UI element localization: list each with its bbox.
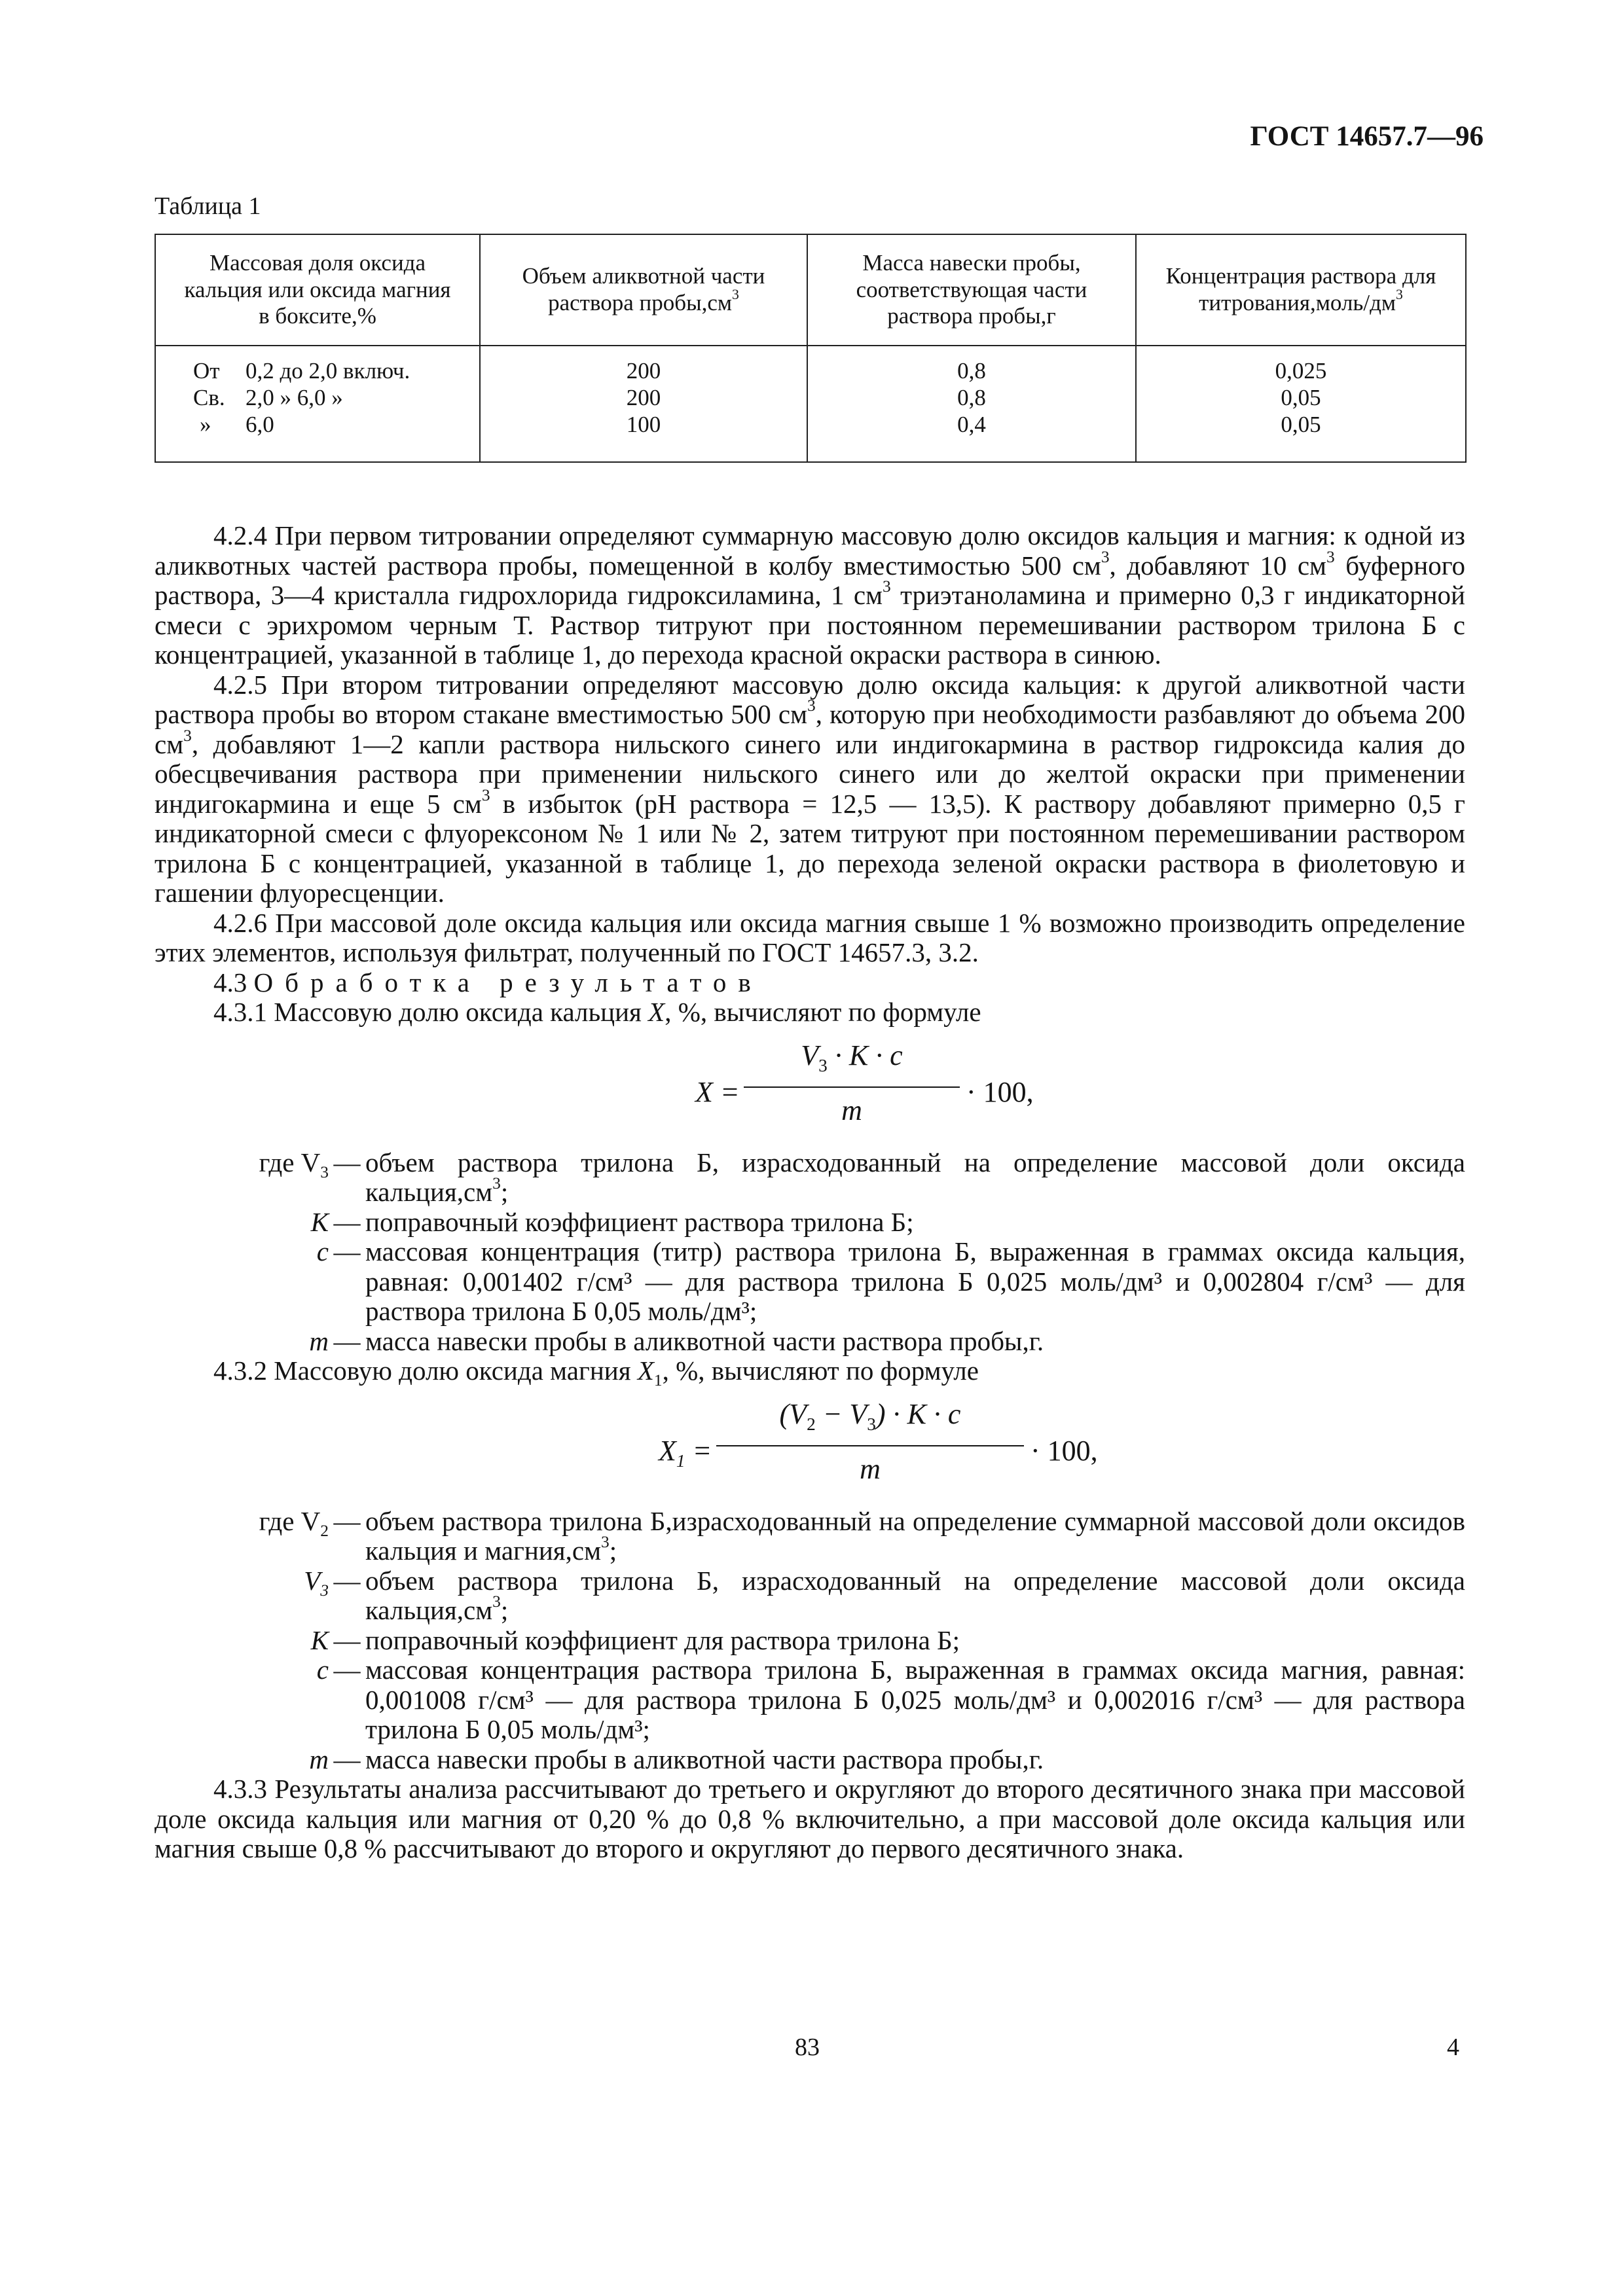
- formula-calcium-oxide: X = $V_3 \cdot K \cdot c$ m · 100,: [695, 1039, 1034, 1126]
- header-aliquot-volume: Объем аликвотной части раствора $пробы,см^3$: [480, 234, 807, 346]
- definition-k: K — поправочный коэффициент раствора трилона Б;: [310, 1206, 914, 1237]
- header-concentration: Концентрация раствора для $титрования,моль/дм^3$: [1136, 234, 1466, 346]
- table-caption: Таблица 1: [155, 192, 261, 220]
- definitions-formula-1: [155, 1148, 1465, 1357]
- definition-c: c — массовая концентрация (титр) раствора трилона Б, выраженная в граммах оксида кальция, равная: 0,001402 г/см³ — для раствора трилона Б 0,025 моль/дм³ и 0,002804 г/см³ — для раствора трилона Б 0,05 моль/дм³;: [316, 1236, 1465, 1326]
- paragraph-4-2-5: 4.2.5 При втором титровании определяют массовую долю оксида кальция: к другой аликвотной части раствора пробы во втором стакане вместимостью 500 $см^3$, которую при необходимости разбавляют до объема 200 $см^3$, добавляют 1—2 капли раствора нильского синего или индигокармина в раствор гидроксида калия до обесцвечивания раствора при применении нильского синего или до желтой окраски при применении индигокармина и еще 5 $см^3$ в избыток (рН раствора = 12,5 — 13,5). К раствору добавляют примерно 0,5 г индикаторной смеси с флуорексоном № 1 или № 2, затем титруют при постоянном перемешивании раствором трилона Б с концентрацией, указанной в таблице 1, до перехода зеленой окраски раствора в фиолетовую и гашении флуоресценции.: [155, 669, 1466, 908]
- cell-volumes: 200 200 100: [480, 346, 807, 462]
- definition-v2: где $V_2$ — объем раствора трилона Б,израсходованный на определение суммарной массовой доли оксидов кальция и $магния,см^3$;: [259, 1505, 1465, 1566]
- paragraph-4-3-2: 4.3.2 Массовую долю оксида магния $X_1$, %, вычисляют по формуле: [213, 1355, 979, 1390]
- page-number: 83: [795, 2034, 820, 2061]
- definition-k-2: K — поправочный коэффициент для раствора трилона Б;: [310, 1624, 960, 1655]
- cell-ranges: От 0,2 до 2,0 включ. Св. 2,0 » 6,0 » » 6,0: [155, 346, 480, 462]
- table-header-row: [155, 234, 1466, 346]
- definition-v3: где $V_3$ — объем раствора трилона Б, израсходованный на определение массовой доли оксида $кальция,см^3$;: [259, 1147, 1465, 1207]
- header-sample-mass: Масса навески пробы, соответствующая части раствора пробы,г: [807, 234, 1136, 346]
- paragraph-4-3-1: 4.3.1 Массовую долю оксида кальция X, %, вычисляют по формуле: [213, 997, 981, 1027]
- paragraph-4-2-4: 4.2.4 При первом титровании определяют суммарную массовую долю оксидов кальция и магния: к одной из аликвотных частей раствора пробы, помещенной в колбу вместимостью 500 $см^3$, добавляют 10 $см^3$ буферного раствора, 3—4 кристалла гидрохлорида гидроксиламина, 1 $см^3$ триэтаноламина и примерно 0,3 г индикаторной смеси с эрихромом черным Т. Раствор титруют при постоянном перемешивании раствором трилона Б с концентрацией, указанной в таблице 1, до перехода красной окраски раствора в синюю.: [155, 520, 1465, 670]
- section-4-3-heading: 4.3 Обработка результатов: [213, 967, 763, 997]
- data-table: [155, 234, 1467, 463]
- paragraph-4-2-6: 4.2.6 При массовой доле оксида кальция или оксида магния свыше 1 % возможно производить определение этих элементов, используя фильтрат, полученный по ГОСТ 14657.3, 3.2.: [155, 907, 1465, 967]
- body-text: [155, 521, 1465, 1864]
- cell-concentrations: 0,025 0,05 0,05: [1136, 346, 1466, 462]
- table-body-row: [155, 346, 1466, 462]
- standard-header: ГОСТ 14657.7—96: [1250, 121, 1484, 152]
- formula-magnesium-oxide: $X_1$ = $(V_2 - V_3) \cdot K \cdot c$ m · 100,: [659, 1397, 1098, 1485]
- definition-c-2: c — массовая концентрация раствора трилона Б, выраженная в граммах оксида магния, равная: 0,001008 г/см³ — для раствора трилона Б 0,025 моль/дм³ и 0,002016 г/см³ — для раствора трилона Б 0,05 моль/дм³;: [316, 1655, 1465, 1744]
- paragraph-4-3-3: 4.3.3 Результаты анализа рассчитывают до третьего и округляют до второго десятичного знака при массовой доле оксида кальция или магния от 0,20 % до 0,8 % включительно, а при массовой доле оксида кальция или магния свыше 0,8 % рассчитывают до второго и округляют до первого десятичного знака.: [155, 1774, 1465, 1863]
- definition-v3-2: $V_3$ — объем раствора трилона Б, израсходованный на определение массовой доли оксида $кальция,см^3$;: [304, 1565, 1465, 1625]
- sheet-number: 4: [1447, 2034, 1459, 2061]
- definitions-formula-2: [155, 1507, 1465, 1775]
- header-mass-fraction: Массовая доля оксида кальция или оксида магния в боксите,%: [155, 234, 480, 346]
- definition-m-2: m — масса навески пробы в аликвотной части раствора пробы,г.: [309, 1744, 1044, 1774]
- cell-masses: 0,8 0,8 0,4: [807, 346, 1136, 462]
- definition-m: m — масса навески пробы в аликвотной части раствора пробы,г.: [309, 1325, 1044, 1356]
